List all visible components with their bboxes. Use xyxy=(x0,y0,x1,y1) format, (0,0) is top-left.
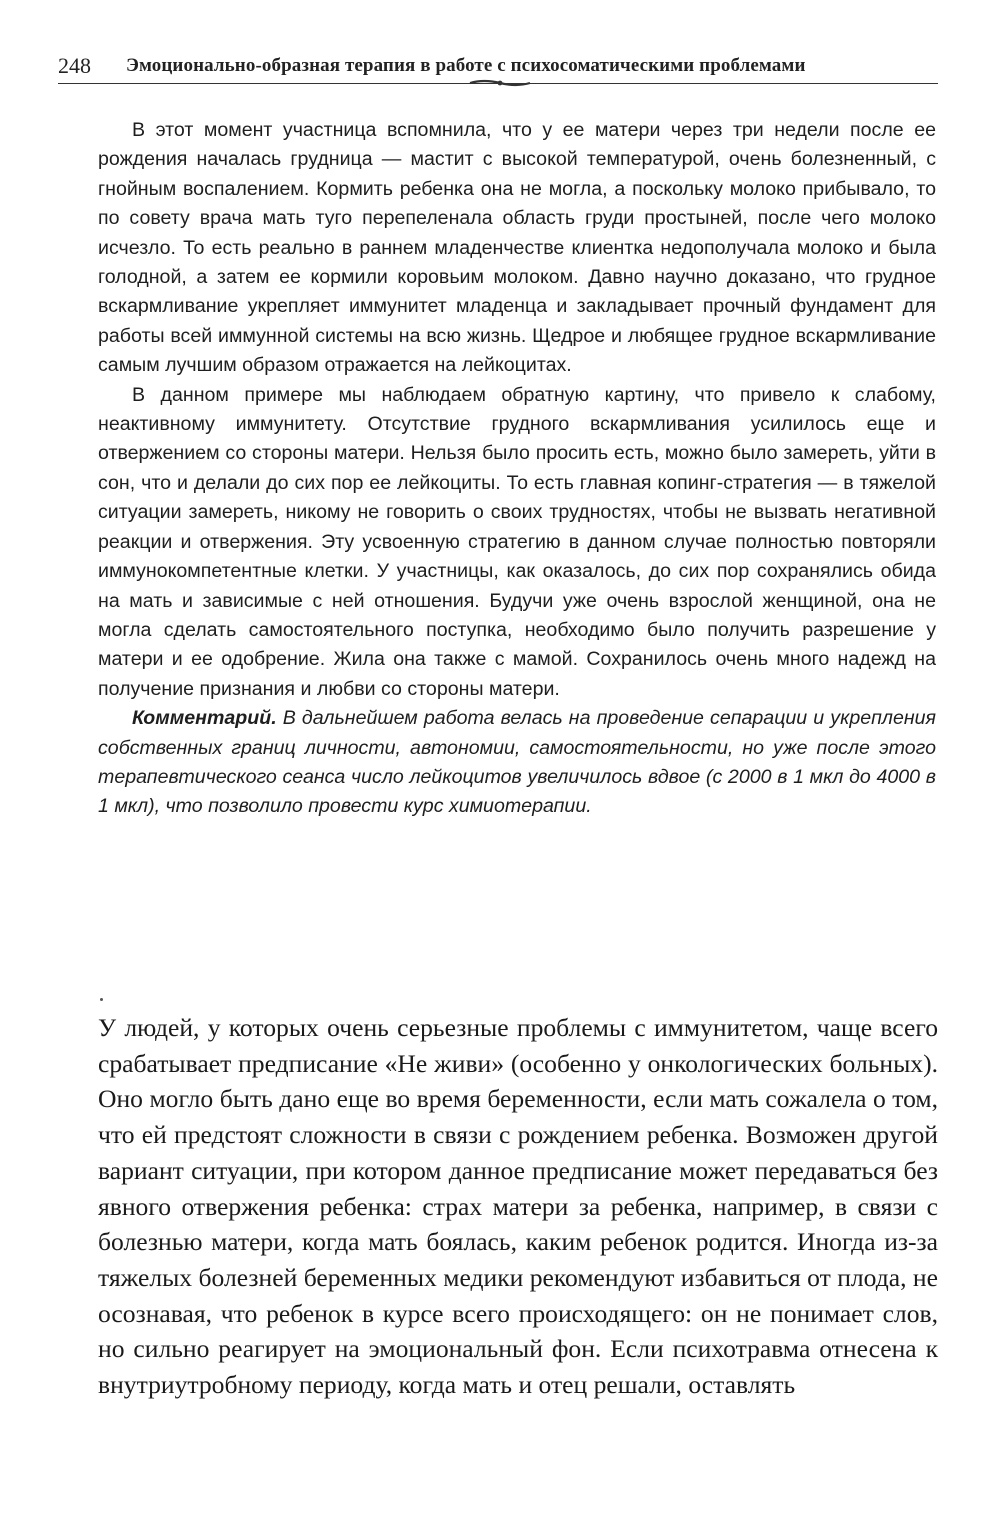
page-number: 248 xyxy=(58,53,91,78)
excerpt-paragraph-2: В данном примере мы наблюдаем обратную картину, что привело к слабому, неактивному иммунитету. Отсутствие грудного вскармливания усилилось еще и отвержением со стороны матери. Нельзя было просить есть, можно было замереть, уйти в сон, что и делали до сих пор ее лейкоциты. То есть главная копинг-стратегия — в тяжелой ситуации замереть, никому не говорить о своих трудностях, чтобы не вызвать негативной реакции и отвержения. Эту усвоенную стратегию в данном случае полностью повторяли иммунокомпетентные клетки. У участницы, как оказалось, до сих пор сохранялись обида на мать и зависимые с ней отношения. Будучи уже очень взрослой женщиной, она не могла сделать самостоятельного поступка, необходимо было получить разрешение у матери и ее одобрение. Жила она также с мамой. Сохранилось очень много надежд на получение признания и любви со стороны матери. xyxy=(98,383,936,700)
comment-label: Комментарий. xyxy=(132,707,277,730)
page-header xyxy=(58,52,938,82)
main-paragraph: У людей, у которых очень серьезные проблемы с иммунитетом, чаще всего срабатывает предписание «Не живи» (особенно у онкологических больных). Оно могло быть дано еще во время беременности, если мать сожалела о том, что ей предстоят сложности в связи с рождением ребенка. Возможен другой вариант ситуации, при котором данное предписание может передаваться без явного отвержения ребенка: страх матери за ребенка, например, в связи с болезнью матери, когда мать боялась, каким ребенок родится. Иногда из-за тяжелых болезней беременных медики рекомендуют избавиться от плода, не осознавая, что ребенок в курсе всего происходящего: он не понимает слов, но сильно реагирует на эмоциональный фон. Если психотравма отнесена к внутриутробному периоду, когда мать и отец решали, оставлять xyxy=(98,1013,938,1400)
main-body-text xyxy=(98,1010,938,1403)
running-title: Эмоционально-образная терапия в работе с психосоматическими проблемами xyxy=(126,55,806,76)
comment-paragraph xyxy=(98,704,936,822)
case-excerpt xyxy=(98,116,936,822)
excerpt-paragraph-1: В этот момент участница вспомнила, что у ее матери через три недели после ее рождения началась грудница — мастит с высокой температурой, очень болезненный, с гнойным воспалением. Кормить ребенка она не могла, а поскольку молоко прибывало, то по совету врача мать туго перепеленала область груди простыней, после чего молоко исчезло. То есть реально в раннем младенчестве клиентка недополучала молоко и была голодной, а затем ее кормили коровьим молоком. Давно научно доказано, что грудное вскармливание укрепляет иммунитет младенца и закладывает прочный фундамент для работы всей иммунной системы на всю жизнь. Щедрое и любящее грудное вскармливание самым лучшим образом отражается на лейкоцитах. xyxy=(98,119,936,377)
comment-text: В дальнейшем работа велась на проведение сепарации и укрепления собственных границ личности, автономии, самостоятельности, но уже после этого терапевтического сеанса число лейкоцитов увеличилось вдвое (с 2000 в 1 мкл до 4000 в 1 мкл), что позволило провести курс химиотерапии. xyxy=(98,707,936,818)
stray-dot xyxy=(100,998,103,1001)
rule-ornament-icon xyxy=(468,79,532,87)
